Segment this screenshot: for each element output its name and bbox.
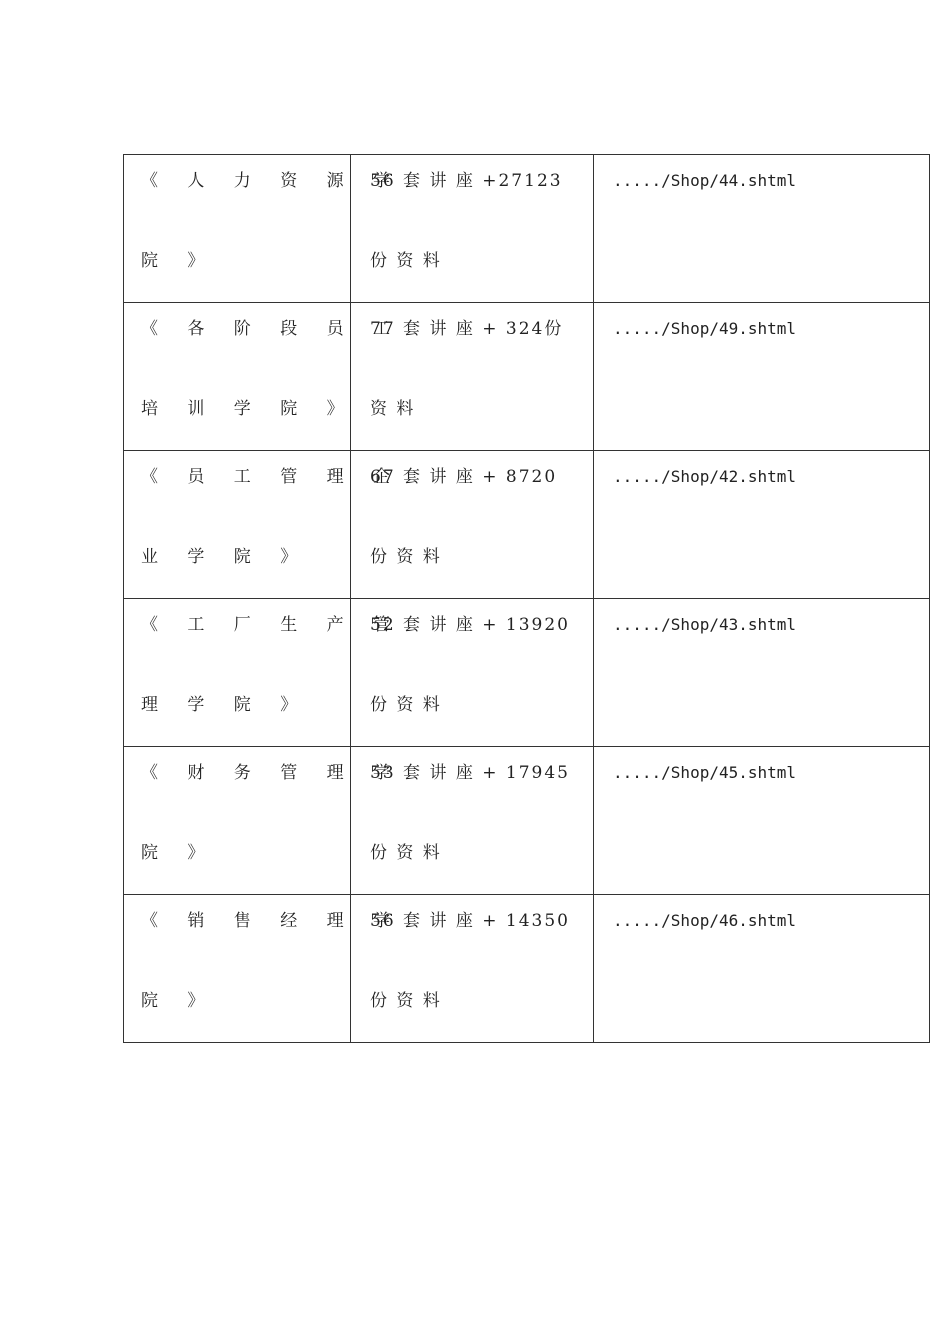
- course-content-line: 67 套 讲 座 + 8720: [370, 467, 558, 487]
- course-content-line: 56 套 讲 座 + 14350: [370, 911, 570, 931]
- course-content-line: 份 资 料: [370, 547, 442, 567]
- course-name-line: 培 训 学 院 》: [141, 399, 356, 419]
- course-content-line: 56 套 讲 座 +27123: [370, 171, 563, 191]
- course-content-line: 77 套 讲 座 + 324份: [370, 319, 564, 339]
- course-link[interactable]: ...../Shop/45.shtml: [613, 763, 797, 782]
- course-content-line: 份 资 料: [370, 695, 442, 715]
- course-name-line: 《 人 力 资 源 学: [141, 171, 403, 191]
- course-content-line: 份 资 料: [370, 991, 442, 1011]
- course-name-cell: [124, 895, 403, 1043]
- course-name-line: 《 销 售 经 理 学: [141, 911, 403, 931]
- course-link-cell: [594, 895, 930, 1043]
- course-link[interactable]: ...../Shop/42.shtml: [613, 467, 797, 486]
- course-content-cell: [351, 895, 594, 1043]
- course-content-line: 份 资 料: [370, 843, 442, 863]
- course-content-line: 52 套 讲 座 + 13920: [370, 615, 570, 635]
- course-link[interactable]: ...../Shop/43.shtml: [613, 615, 797, 634]
- course-name-line: 院 》: [141, 843, 217, 863]
- course-content-line: 资 料: [370, 399, 416, 419]
- course-name-line: 《 工 厂 生 产 管: [141, 615, 403, 635]
- course-name-line: 《 财 务 管 理 学: [141, 763, 403, 783]
- table-row: [124, 895, 930, 1043]
- course-name-line: 《 各 阶 段 员 工: [141, 319, 403, 339]
- course-name-line: 院 》: [141, 251, 217, 271]
- course-table: [123, 154, 930, 1043]
- course-name-line: 业 学 院 》: [141, 547, 310, 567]
- course-link[interactable]: ...../Shop/44.shtml: [613, 171, 797, 190]
- course-name-line: 院 》: [141, 991, 217, 1011]
- course-name-line: 理 学 院 》: [141, 695, 310, 715]
- course-content-line: 份 资 料: [370, 251, 442, 271]
- course-content-line: 53 套 讲 座 + 17945: [370, 763, 570, 783]
- course-name-line: 《 员 工 管 理 企: [141, 467, 403, 487]
- course-link[interactable]: ...../Shop/49.shtml: [613, 319, 797, 338]
- course-link[interactable]: ...../Shop/46.shtml: [613, 911, 797, 930]
